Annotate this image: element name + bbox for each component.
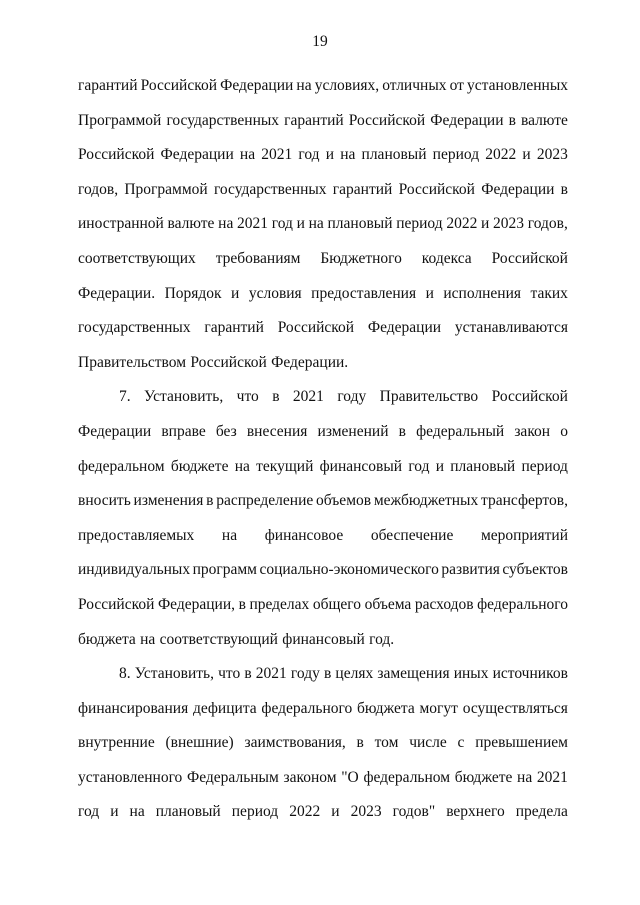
text-line: Федерации вправе без внесения изменений в федеральный закон о (78, 422, 568, 440)
document-body (78, 74, 568, 835)
text-line: финансирования дефицита федерального бюджета могут осуществляться (78, 699, 568, 717)
text-line: годов, Программой государственных гарантий Российской Федерации в (78, 180, 568, 198)
paragraph (78, 662, 568, 835)
text-line: Российской Федерации на 2021 год и на плановый период 2022 и 2023 (78, 146, 568, 164)
text-line: соответствующих требованиям Бюджетного кодекса Российской (78, 249, 568, 267)
text-line: федеральном бюджете на текущий финансовый год и плановый период (78, 457, 568, 475)
text-line: Российской Федерации, в пределах общего объема расходов федерального (78, 595, 568, 613)
text-line: внутренние (внешние) заимствования, в том числе с превышением (78, 734, 568, 752)
paragraph (78, 74, 568, 385)
text-line: установленного Федеральным законом "О федеральном бюджете на 2021 (78, 768, 568, 786)
text-line: 7. Установить, что в 2021 году Правительство Российской (119, 388, 568, 406)
text-line: бюджета на соответствующий финансовый год. (78, 630, 395, 648)
text-line: год и на плановый период 2022 и 2023 годов" верхнего предела (78, 803, 568, 821)
text-line: Федерации. Порядок и условия предоставления и исполнения таких (78, 284, 568, 302)
text-line: Программой государственных гарантий Российской Федерации в валюте (78, 111, 568, 129)
page-number: 19 (312, 33, 328, 50)
text-line: вносить изменения в распределение объемов межбюджетных трансфертов, (78, 492, 568, 510)
paragraph (78, 385, 568, 662)
text-line: предоставляемых на финансовое обеспечение мероприятий (78, 526, 568, 544)
text-line: государственных гарантий Российской Федерации устанавливаются (78, 319, 568, 337)
text-line: 8. Установить, что в 2021 году в целях замещения иных источников (119, 665, 568, 683)
text-line: индивидуальных программ социально-экономического развития субъектов (78, 561, 568, 579)
text-line: иностранной валюте на 2021 год и на плановый период 2022 и 2023 годов, (78, 215, 568, 233)
text-line: Правительством Российской Федерации. (78, 353, 349, 371)
text-line: гарантий Российской Федерации на условиях, отличных от установленных (78, 77, 568, 94)
